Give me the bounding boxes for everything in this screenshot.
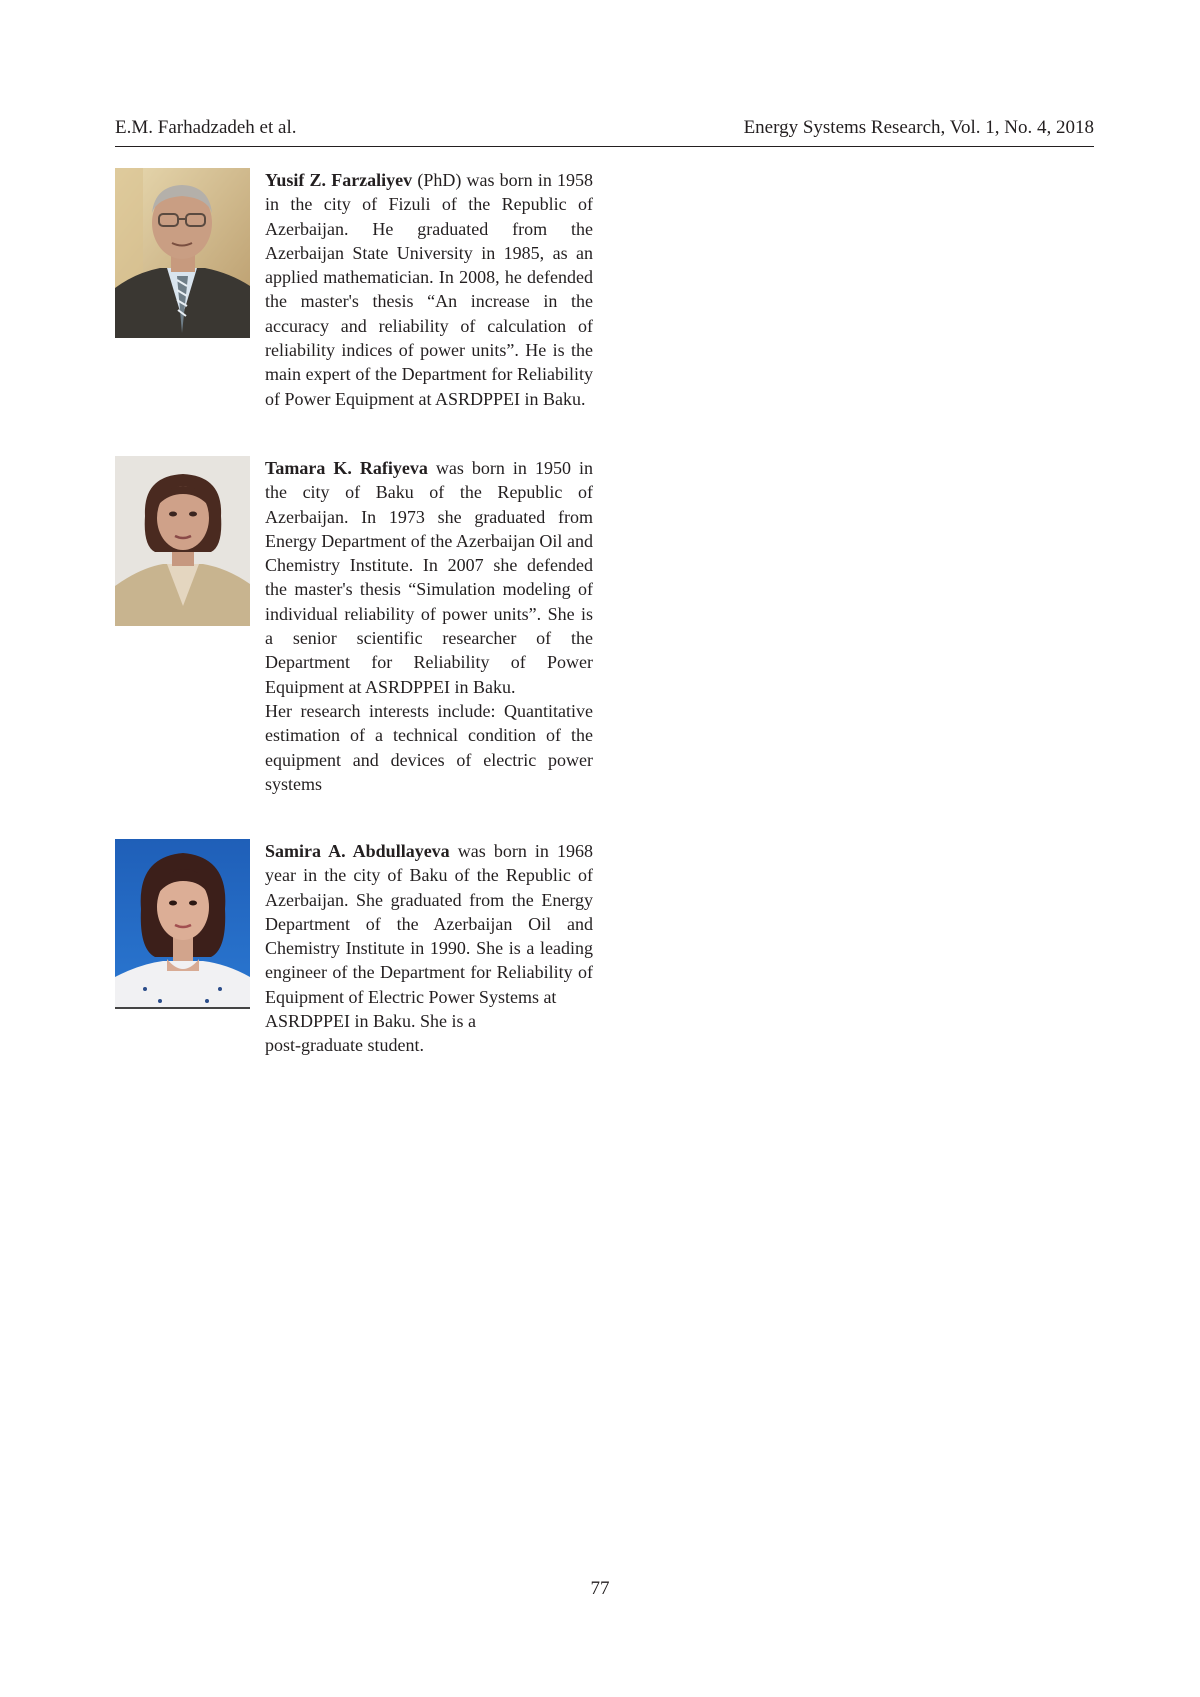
bio-body: was born in 1950 in the city of Baku of the Republic of Azerbaijan. In 1973 she graduated from Energy Department of the Azerbaijan Oil and Chemistry Institute. In 2007 she defended the master's thesis “Simulation modeling of individual reliability of power units”. She is a senior scientific researcher of the Department for Reliability of Power Equipment at ASRDPPEI in Baku. bbox=[265, 458, 593, 697]
author-photo-farzaliyev bbox=[115, 168, 250, 338]
author-photo-rafiyeva bbox=[115, 456, 250, 626]
author-name: Samira A. Abdullayeva bbox=[265, 841, 450, 861]
bio-body: was born in 1968 year in the city of Baku of the Republic of Azerbaijan. She graduated from the Energy Department of the Azerbaijan Oil and Chemistry Institute in 1990. She is a leading engineer of the Department for Reliability of Equipment of Electric Power Systems at bbox=[265, 841, 593, 1007]
portrait-woman-image bbox=[115, 839, 250, 1009]
author-name: Tamara K. Rafiyeva bbox=[265, 458, 428, 478]
portrait-woman-image bbox=[115, 456, 250, 626]
bio-text-abdullayeva bbox=[265, 839, 593, 1058]
bio-text-rafiyeva bbox=[265, 456, 593, 796]
author-photo-abdullayeva bbox=[115, 839, 250, 1009]
author-name: Yusif Z. Farzaliyev bbox=[265, 170, 413, 190]
bio-body-end-line-2: post-graduate student. bbox=[265, 1035, 424, 1056]
bio-text-farzaliyev bbox=[265, 168, 593, 411]
page-number: 77 bbox=[590, 1578, 610, 1599]
bio-body: (PhD) was born in 1958 in the city of Fizuli of the Republic of Azerbaijan. He graduated from the Azerbaijan State University in 1985, as an applied mathematician. In 2008, he defended the master's thesis “An increase in the accuracy and reliability of calculation of reliability indices of power units”. He is the main expert of the Department for Reliability of Power Equipment at ASRDPPEI in Baku. bbox=[265, 170, 593, 409]
portrait-man-image bbox=[115, 168, 250, 338]
bio-body-end-line-1: ASRDPPEI in Baku. She is a bbox=[265, 1011, 477, 1032]
header-journal: Energy Systems Research, Vol. 1, No. 4, 2018 bbox=[743, 117, 1094, 138]
header-authors: E.M. Farhadzadeh et al. bbox=[115, 117, 297, 138]
running-header bbox=[115, 116, 1094, 147]
bio-research-interests: Her research interests include: Quantitative estimation of a technical condition of the equipment and devices of electric power systems bbox=[265, 700, 593, 794]
